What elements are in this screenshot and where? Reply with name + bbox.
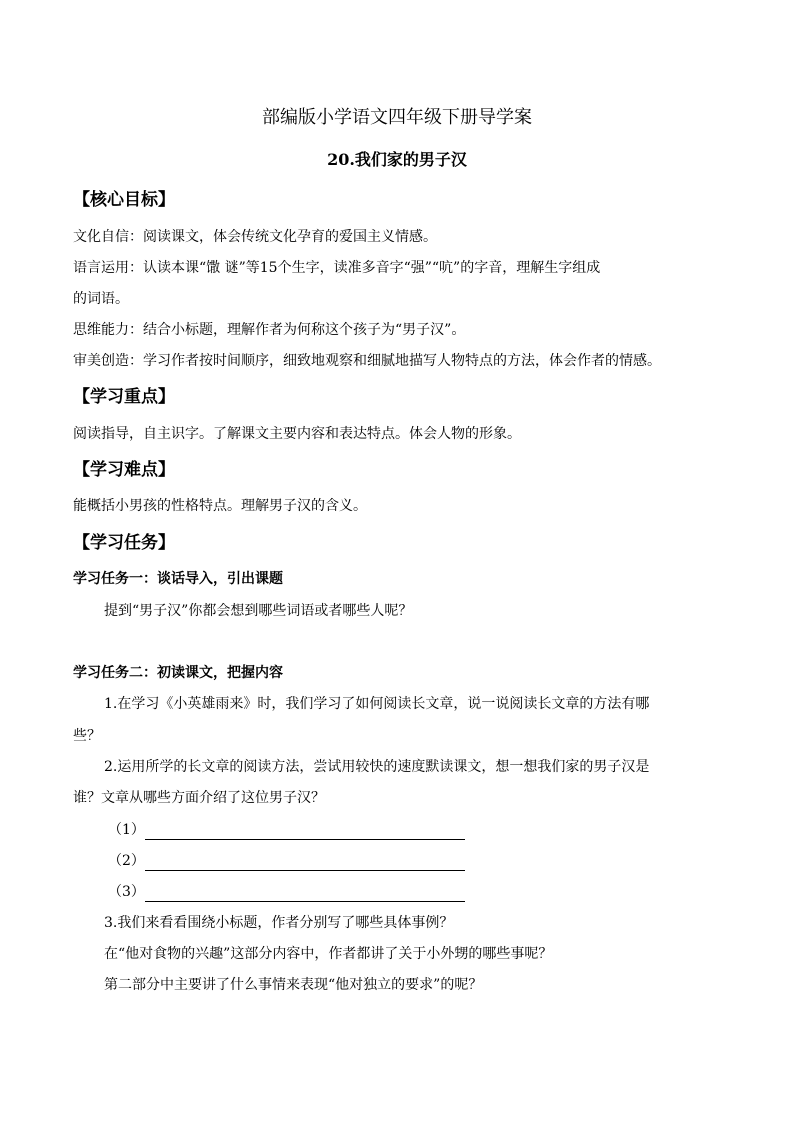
document-title: 部编版小学语文四年级下册导学案 [262,107,532,128]
blank-number: （1） [108,822,145,838]
core-goals-heading: 【核心目标】 [73,190,175,210]
blank-number: （2） [108,853,145,869]
task1-line: 提到“男子汉”你都会想到哪些词语或者哪些人呢？ [104,603,413,619]
key-points-heading: 【学习重点】 [73,387,175,407]
core-goal-line: 文化自信：阅读课文，体会传统文化孕育的爱国主义情感。 [73,229,437,245]
task2-line: 些？ [73,728,101,744]
answer-blank-3[interactable] [108,882,468,904]
tasks-heading: 【学习任务】 [73,533,175,553]
task2-followup-line: 第二部分中主要讲了什么事情来表现“他对独立的要求”的呢？ [104,977,483,993]
answer-blank-1[interactable] [108,820,468,842]
blank-number: （3） [108,884,145,900]
core-goal-line: 审美创造：学习作者按时间顺序，细致地观察和细腻地描写人物特点的方法，体会作者的情感。 [73,353,661,369]
blank-underline [145,901,465,902]
task2-followup-line: 3.我们来看看围绕小标题，作者分别写了哪些具体事例？ [104,915,454,931]
difficulties-heading: 【学习难点】 [73,460,175,480]
answer-blank-2[interactable] [108,851,468,873]
task2-line: 2.运用所学的长文章的阅读方法，尝试用较快的速度默读课文，想一想我们家的男子汉是 [104,759,650,775]
core-goal-line: 的词语。 [73,291,129,307]
task2-followup-line: 在“他对食物的兴趣”这部分内容中，作者都讲了关于小外甥的哪些事呢？ [104,946,553,962]
core-goal-line: 思维能力：结合小标题，理解作者为何称这个孩子为“男子汉”。 [73,322,466,338]
key-point-line: 阅读指导，自主识字。了解课文主要内容和表达特点。体会人物的形象。 [73,426,521,442]
core-goal-line: 语言运用：认读本课“馓 谜”等15个生字，读准多音字“强”“吭”的字音，理解生字组成 [73,260,601,276]
blank-underline [145,839,465,840]
task2-line: 1.在学习《小英雄雨来》时，我们学习了如何阅读长文章，说一说阅读长文章的方法有哪 [104,696,650,712]
task2-title: 学习任务二：初读课文，把握内容 [73,665,283,681]
task2-line: 谁？文章从哪些方面介绍了这位男子汉？ [73,790,325,806]
blank-underline [145,870,465,871]
difficulty-line: 能概括小男孩的性格特点。理解男子汉的含义。 [73,498,367,514]
task1-title: 学习任务一：谈话导入，引出课题 [73,571,283,587]
lesson-title: 20.我们家的男子汉 [327,150,467,169]
